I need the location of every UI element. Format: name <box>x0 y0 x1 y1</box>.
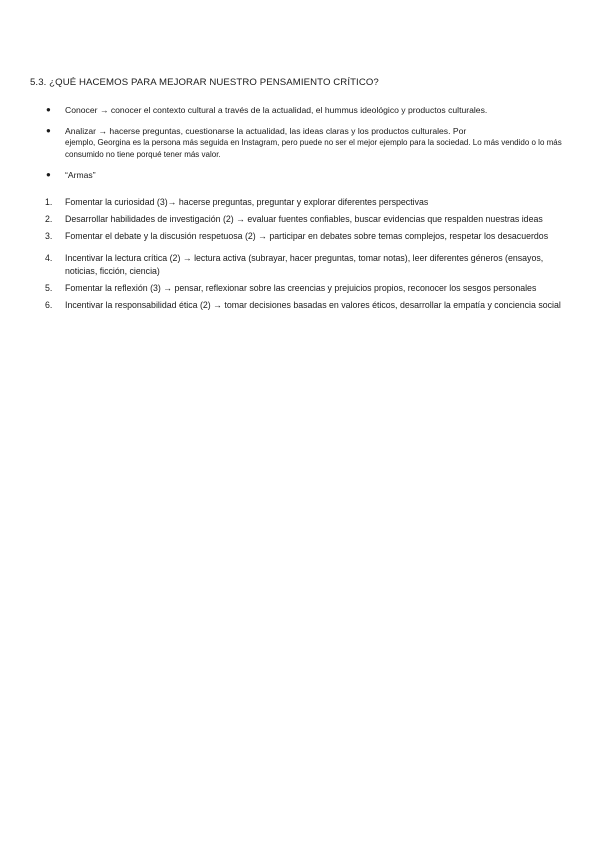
bullet-item-analizar <box>30 125 575 160</box>
bullet-item-armas <box>30 169 575 181</box>
bullet-text: Analizar → hacerse preguntas, cuestionarse la actualidad, las ideas claras y los productos culturales. Por <box>65 126 467 136</box>
bullet-marker: ● <box>46 126 51 135</box>
item-number: 3. <box>45 231 53 241</box>
bullet-text: “Armas” <box>65 170 96 180</box>
item-number: 2. <box>45 214 53 224</box>
numbered-item-debate <box>30 230 575 243</box>
numbered-item-lectura <box>30 252 575 278</box>
item-text: Fomentar la reflexión (3) → pensar, reflexionar sobre las creencias y prejuicios propios, reconocer los sesgos personales <box>65 283 537 293</box>
section-title: 5.3. ¿QUÉ HACEMOS PARA MEJORAR NUESTRO PENSAMIENTO CRÍTICO? <box>30 77 379 88</box>
bullet-subtext: ejemplo, Georgina es la persona más seguida en Instagram, pero puede no ser el mejor ejemplo para la sociedad. Lo más vendido o lo más consumido no tiene porqué tener más valor. <box>65 138 562 159</box>
numbered-list <box>30 196 575 316</box>
item-number: 6. <box>45 300 53 310</box>
item-text: Incentivar la lectura crítica (2) → lectura activa (subrayar, hacer preguntas, tomar notas), leer diferentes géneros (ensayos, noticias, ficción, ciencia) <box>65 253 544 276</box>
item-text: Desarrollar habilidades de investigación (2) → evaluar fuentes confiables, buscar evidencias que respalden nuestras ideas <box>65 214 543 224</box>
numbered-item-reflexion <box>30 282 575 295</box>
item-number: 5. <box>45 283 53 293</box>
item-text: Incentivar la responsabilidad ética (2) → tomar decisiones basadas en valores éticos, desarrollar la empatía y conciencia social <box>65 300 561 310</box>
item-number: 4. <box>45 253 53 263</box>
numbered-item-investigacion <box>30 213 575 226</box>
bullet-list <box>30 104 575 190</box>
item-text: Fomentar la curiosidad (3)→ hacerse preguntas, preguntar y explorar diferentes perspectivas <box>65 197 429 207</box>
numbered-item-curiosidad <box>30 196 575 209</box>
numbered-item-etica <box>30 299 575 312</box>
bullet-marker: ● <box>46 105 51 114</box>
item-number: 1. <box>45 197 53 207</box>
item-text: Fomentar el debate y la discusión respetuosa (2) → participar en debates sobre temas complejos, respetar los desacuerdos <box>65 231 549 241</box>
bullet-marker: ● <box>46 170 51 179</box>
bullet-text: Conocer → conocer el contexto cultural a través de la actualidad, el hummus ideológico y productos culturales. <box>65 105 488 115</box>
bullet-item-conocer <box>30 104 575 116</box>
